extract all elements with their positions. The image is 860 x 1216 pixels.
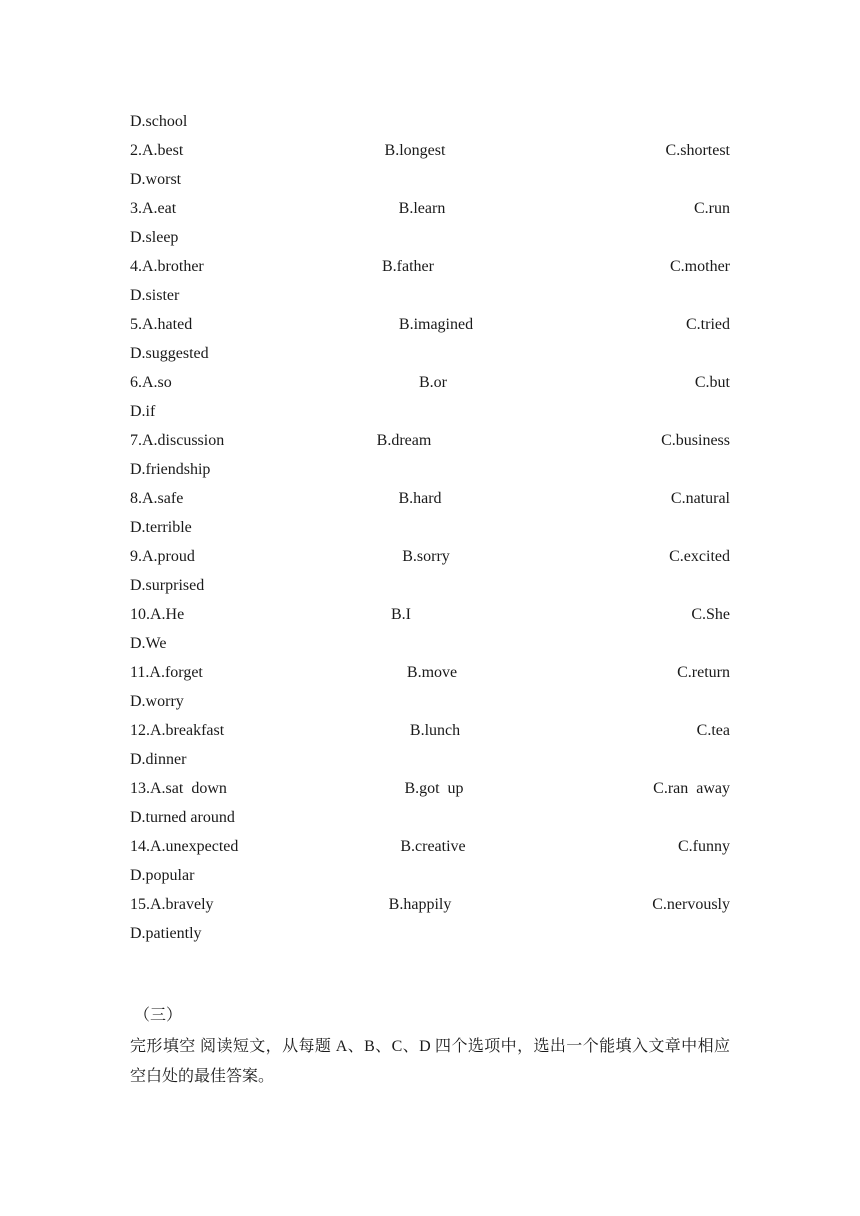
question-options-row	[130, 716, 730, 745]
option-d-line	[130, 803, 730, 832]
option-a: D.sister	[130, 287, 180, 304]
option-d-line	[130, 281, 730, 310]
option-a: 10.A.He	[130, 606, 185, 623]
option-d-line	[130, 629, 730, 658]
option-c: C.funny	[678, 838, 730, 855]
question-options-row	[130, 832, 730, 861]
option-b: B.move	[406, 664, 458, 681]
option-a: D.suggested	[130, 345, 209, 362]
option-c: C.shortest	[665, 142, 730, 159]
option-b: B.longest	[384, 142, 446, 159]
option-c: C.mother	[670, 258, 730, 275]
option-c: C.She	[691, 606, 730, 623]
option-d-line	[130, 861, 730, 890]
option-c: C.business	[661, 432, 730, 449]
option-d-line	[130, 513, 730, 542]
option-d-line	[130, 919, 730, 948]
question-options-row	[130, 252, 730, 281]
option-b: B.father	[382, 258, 434, 275]
option-a: D.friendship	[130, 461, 211, 478]
option-a: D.terrible	[130, 519, 192, 536]
option-c: C.run	[694, 200, 730, 217]
question-options-row	[130, 194, 730, 223]
option-a: D.We	[130, 635, 167, 652]
option-a: 5.A.hated	[130, 316, 193, 333]
option-b: B.learn	[398, 200, 446, 217]
question-options-row	[130, 542, 730, 571]
option-b: B.dream	[376, 432, 432, 449]
question-options-row	[130, 484, 730, 513]
option-b: B.hard	[398, 490, 442, 507]
question-options-row	[130, 890, 730, 919]
option-b: B.creative	[400, 838, 466, 855]
option-b: B.or	[419, 374, 447, 391]
option-d-line	[130, 455, 730, 484]
question-options-row	[130, 600, 730, 629]
option-a: D.popular	[130, 867, 195, 884]
option-c: C.natural	[670, 490, 730, 507]
question-options-row	[130, 136, 730, 165]
option-a: 13.A.sat down	[130, 780, 227, 797]
option-b: B.lunch	[409, 722, 461, 739]
option-a: 7.A.discussion	[130, 432, 225, 449]
option-c: C.ran away	[653, 780, 730, 797]
option-c: C.excited	[669, 548, 730, 565]
option-a: D.surprised	[130, 577, 205, 594]
section-label: （三）	[134, 1007, 183, 1024]
option-a: D.if	[130, 403, 156, 420]
option-a: 15.A.bravely	[130, 896, 214, 913]
option-a: 6.A.so	[130, 374, 172, 391]
option-c: C.return	[677, 664, 730, 681]
option-b: B.I	[391, 606, 411, 623]
question-options-row	[130, 658, 730, 687]
option-a: D.dinner	[130, 751, 187, 768]
section-instructions: 完形填空 阅读短文，从每题 A、B、C、D 四个选项中，选出一个能填入文章中相应空白处的最佳答案。	[130, 1038, 730, 1085]
option-a: 9.A.proud	[130, 548, 195, 565]
option-a: D.sleep	[130, 229, 179, 246]
option-c: C.nervously	[652, 896, 730, 913]
option-d-line	[130, 107, 730, 136]
option-d-line	[130, 165, 730, 194]
option-a: 8.A.safe	[130, 490, 184, 507]
option-a: D.patiently	[130, 925, 202, 942]
option-c: C.tried	[686, 316, 730, 333]
option-d-line	[130, 339, 730, 368]
option-d-line	[130, 397, 730, 426]
option-a: 2.A.best	[130, 142, 184, 159]
option-a: 14.A.unexpected	[130, 838, 239, 855]
option-c: C.but	[694, 374, 730, 391]
option-b: B.sorry	[402, 548, 450, 565]
option-b: B.happily	[388, 896, 452, 913]
option-d-line	[130, 745, 730, 774]
option-d-line	[130, 223, 730, 252]
option-a: 11.A.forget	[130, 664, 203, 681]
question-options-row	[130, 310, 730, 339]
question-options-row	[130, 774, 730, 803]
question-options-row	[130, 368, 730, 397]
option-a: D.school	[130, 113, 188, 130]
option-a: 4.A.brother	[130, 258, 204, 275]
question-options-row	[130, 426, 730, 455]
option-b: B.imagined	[398, 316, 474, 333]
option-a: D.turned around	[130, 809, 235, 826]
option-b: B.got up	[404, 780, 464, 797]
option-a: 3.A.eat	[130, 200, 177, 217]
option-a: D.worry	[130, 693, 184, 710]
option-c: C.tea	[696, 722, 730, 739]
option-d-line	[130, 687, 730, 716]
option-a: 12.A.breakfast	[130, 722, 225, 739]
option-d-line	[130, 571, 730, 600]
option-a: D.worst	[130, 171, 182, 188]
